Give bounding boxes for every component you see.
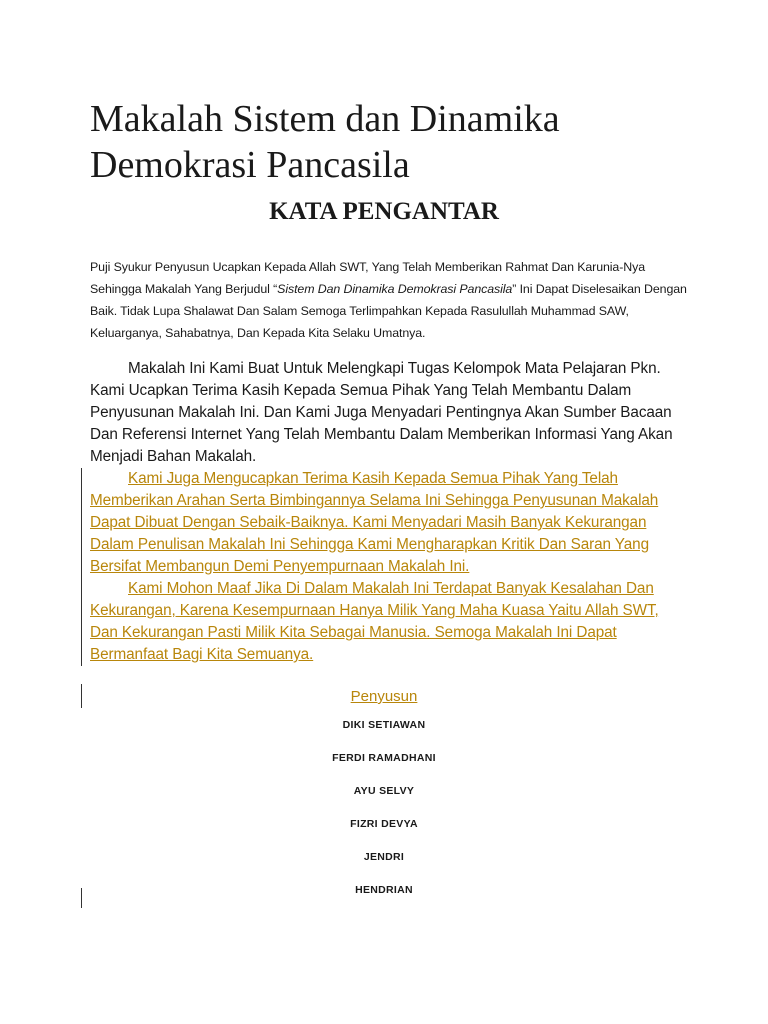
member-name: AYU SELVY bbox=[353, 785, 415, 797]
intro-title-italic: Sistem Dan Dinamika Demokrasi Pancasila bbox=[277, 282, 513, 296]
intro-text-start: Puji Syukur Penyusun Ucapkan Kepada Allah SWT, Yang Telah Memberikan Rahmat Dan Karunia-Nya Sehingga Makalah Yang Berjudul “ bbox=[90, 260, 645, 296]
intro-text-end: ” Ini Dapat Diselesaikan Dengan Baik. Tidak Lupa Shalawat Dan Salam Semoga Terlimpahkan Kepada Rasulullah Muhammad SAW, Keluarganya, Sahabatnya, Dan Kepada Kita Selaku Umatnya. bbox=[90, 282, 687, 340]
change-bar bbox=[81, 468, 82, 666]
document-title: Makalah Sistem dan Dinamika Demokrasi Pancasila bbox=[90, 98, 560, 186]
body-paragraphs bbox=[90, 358, 680, 666]
member-name: HENDRIAN bbox=[355, 884, 413, 896]
member-name: JENDRI bbox=[363, 851, 405, 863]
section-heading: KATA PENGANTAR bbox=[269, 198, 499, 225]
member-name: FIZRI DEVYA bbox=[350, 818, 418, 830]
body-paragraph-2-link[interactable]: Kami Juga Mengucapkan Terima Kasih Kepada Semua Pihak Yang Telah Memberikan Arahan Serta Bimbingannya Selama Ini Sehingga Penyusunan Makalah Dapat Dibuat Dengan Sebaik-Baiknya. Kami Menyadari Masih Banyak Kekurangan Dalam Penulisan Makalah Ini Sehingga Kami Mengharapkan Kritik Dan Saran Yang Bersifat Membangun Demi Penyempurnaan Makalah Ini. bbox=[90, 470, 659, 575]
signer-label-link[interactable]: Penyusun bbox=[350, 688, 418, 705]
body-paragraph-3-link[interactable]: Kami Mohon Maaf Jika Di Dalam Makalah Ini Terdapat Banyak Kesalahan Dan Kekurangan, Karena Kesempurnaan Hanya Milik Yang Maha Kuasa Yaitu Allah SWT, Dan Kekurangan Pasti Milik Kita Sebagai Manusia. Semoga Makalah Ini Dapat Bermanfaat Bagi Kita Semuanya. bbox=[90, 580, 659, 663]
signature-block bbox=[0, 684, 768, 916]
body-paragraph-1: Makalah Ini Kami Buat Untuk Melengkapi Tugas Kelompok Mata Pelajaran Pkn. Kami Ucapkan Terima Kasih Kepada Semua Pihak Yang Telah Membantu Dalam Penyusunan Makalah Ini. Dan Kami Juga Menyadari Pentingnya Akan Sumber Bacaan Dan Referensi Internet Yang Telah Membantu Dalam Memberikan Informasi Yang Akan Menjadi Bahan Makalah. bbox=[90, 360, 673, 465]
intro-paragraph bbox=[90, 256, 690, 344]
member-name: FERDI RAMADHANI bbox=[332, 752, 436, 764]
member-name: DIKI SETIAWAN bbox=[342, 719, 426, 731]
